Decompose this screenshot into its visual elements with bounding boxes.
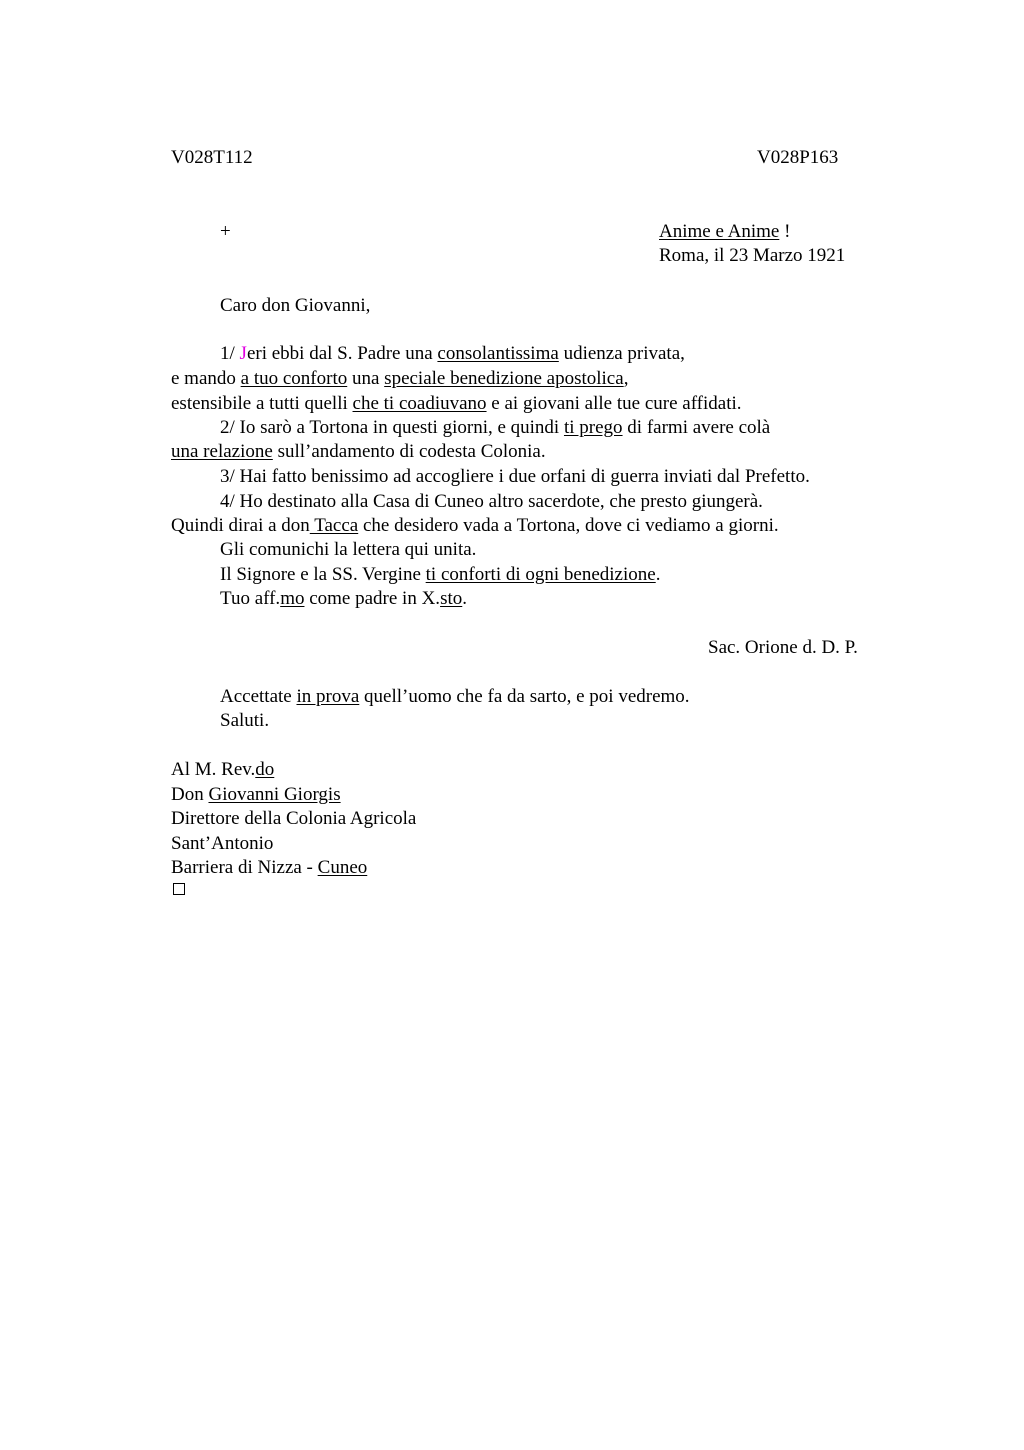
addr-l1a: Al M. Rev. <box>171 759 256 780</box>
paragraph-2-line-2 <box>171 440 546 464</box>
motto-text: Anime e Anime <box>659 221 780 242</box>
address-line-1 <box>171 758 274 782</box>
paragraph-4-line-1: 4/ Ho destinato alla Casa di Cuneo altro sacerdote, che presto giungerà. <box>220 491 763 512</box>
p2-a: 2/ Io sarò a Tortona in questi giorni, e quindi <box>220 417 564 438</box>
p6-u1: ti conforti di ogni benedizione <box>425 564 656 585</box>
p1-a: eri ebbi dal S. Padre una <box>246 343 438 364</box>
signature: Sac. Orione d. D. P. <box>708 637 858 658</box>
p1-u1: consolantissima <box>437 343 559 364</box>
p7-a: Tuo aff. <box>220 588 281 609</box>
p7-u1: mo <box>280 588 305 609</box>
p1-c: e mando <box>171 368 241 389</box>
addr-l2a: Don <box>171 784 209 805</box>
p1-num: 1/ <box>220 343 240 364</box>
p7-u2: sto <box>440 588 463 609</box>
paragraph-4-line-2 <box>171 514 779 538</box>
ps-u1: in prova <box>296 686 360 707</box>
p2-b: di farmi avere colà <box>622 417 771 438</box>
paragraph-2-line-1 <box>220 416 770 440</box>
p4-b: Quindi dirai a don <box>171 515 310 536</box>
p6-a: Il Signore e la SS. Vergine <box>220 564 426 585</box>
address-line-3: Direttore della Colonia Agricola <box>171 808 417 829</box>
addr-l2u: Giovanni Giorgis <box>208 784 341 805</box>
p2-u1: ti prego <box>563 417 623 438</box>
p2-c: sull’andamento di codesta Colonia. <box>272 441 546 462</box>
cross-mark: + <box>220 221 231 242</box>
paragraph-3: 3/ Hai fatto benissimo ad accogliere i due orfani di guerra inviati dal Prefetto. <box>220 466 810 487</box>
p4-c: che desidero vada a Tortona, dove ci vediamo a giorni. <box>358 515 779 536</box>
p1-d: una <box>347 368 385 389</box>
paragraph-1-line-1 <box>220 342 685 366</box>
paragraph-1-line-3 <box>171 392 742 416</box>
postscript-line-1 <box>220 685 690 709</box>
document-code-right: V028P163 <box>757 147 839 168</box>
address-line-4: Sant’Antonio <box>171 833 274 854</box>
postscript-saluti: Saluti. <box>220 710 270 731</box>
address-line-2 <box>171 783 341 807</box>
p4-u1: Tacca <box>309 515 359 536</box>
closing-line <box>220 587 467 611</box>
p1-initial: J <box>239 343 247 364</box>
motto <box>659 220 790 244</box>
p1-u3: speciale benedizione apostolica <box>384 368 624 389</box>
paragraph-1-line-2 <box>171 367 628 391</box>
p1-u4: che ti coadiuvano <box>352 393 487 414</box>
ps-b: quell’uomo che fa da sarto, e poi vedremo. <box>359 686 690 707</box>
p1-b: udienza privata, <box>558 343 685 364</box>
p1-e: , <box>623 368 629 389</box>
ps-a: Accettate <box>220 686 297 707</box>
paragraph-5: Gli comunichi la lettera qui unita. <box>220 539 477 560</box>
p1-u2: a tuo conforto <box>240 368 348 389</box>
document-code-left: V028T112 <box>171 147 253 168</box>
motto-punct: ! <box>779 221 791 242</box>
empty-box-symbol <box>173 883 185 895</box>
greeting: Caro don Giovanni, <box>220 295 371 316</box>
addr-l1u: do <box>255 759 275 780</box>
p1-g: e ai giovani alle tue cure affidati. <box>486 393 742 414</box>
letter-date: Roma, il 23 Marzo 1921 <box>659 245 846 266</box>
p7-b: come padre in X. <box>304 588 441 609</box>
p6-b: . <box>655 564 661 585</box>
paragraph-6 <box>220 563 660 587</box>
p1-f: estensibile a tutti quelli <box>171 393 353 414</box>
p7-c: . <box>462 588 467 609</box>
addr-l5a: Barriera di Nizza - <box>171 857 318 878</box>
addr-l5u: Cuneo <box>317 857 368 878</box>
address-line-5 <box>171 856 367 880</box>
p2-u2: una relazione <box>171 441 273 462</box>
